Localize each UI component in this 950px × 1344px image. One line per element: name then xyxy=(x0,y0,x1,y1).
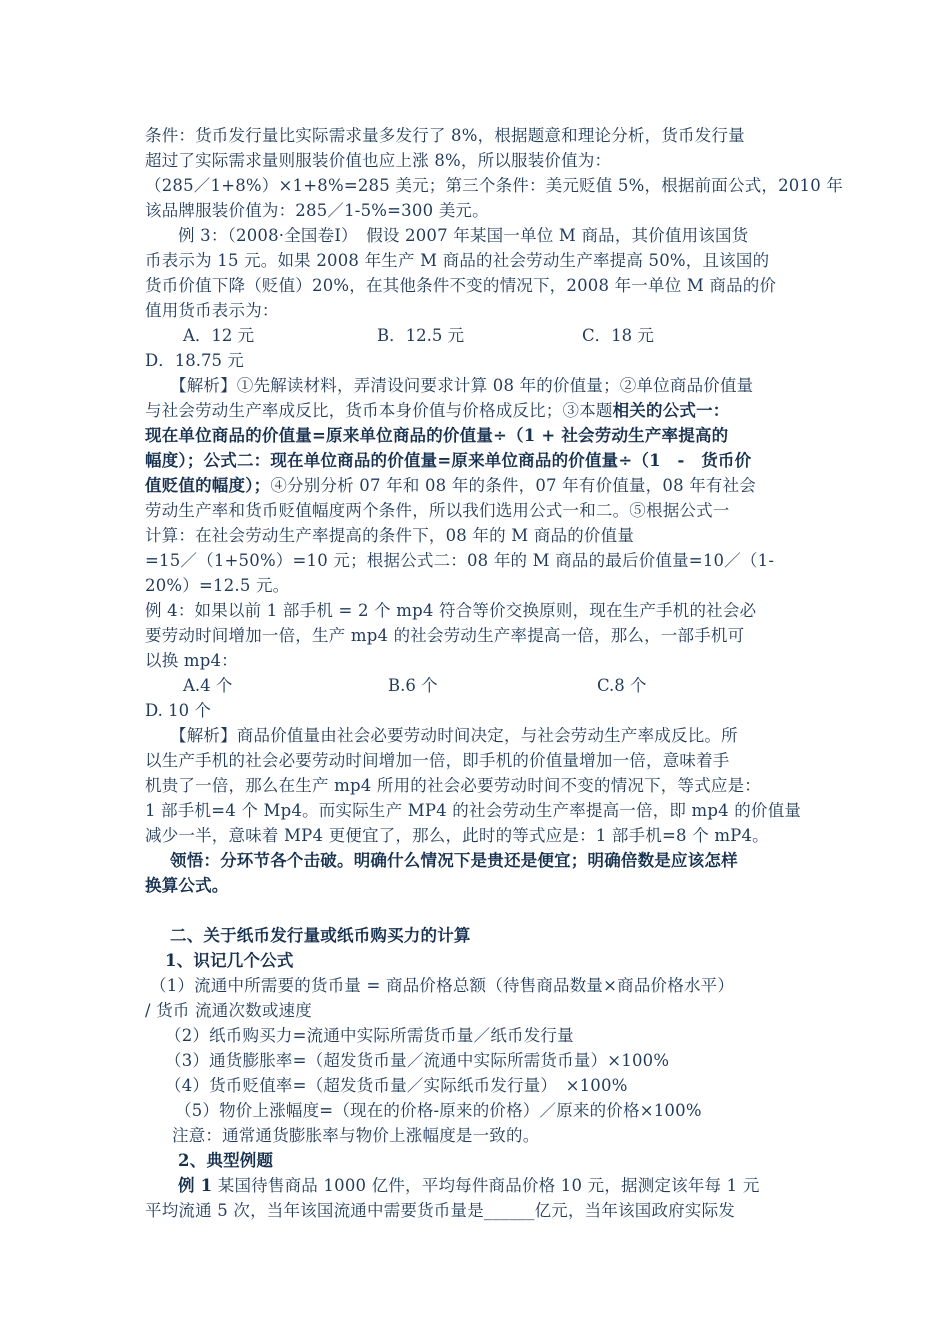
option-d: D．18.75 元 xyxy=(145,351,244,370)
formula-line: （4）货币贬值率=（超发货币量／实际纸币发行量） ×100% xyxy=(165,1076,628,1095)
analysis-text: 与社会劳动生产率成反比，货币本身价值与价格成反比；③本题 xyxy=(145,401,613,420)
text-line: 该品牌服装价值为：285／1-5%=300 美元。 xyxy=(145,201,489,220)
option-a: A．12 元 xyxy=(183,326,255,345)
analysis-text: ④分别分析 07 年和 08 年的条件，07 年有价值量，08 年有社会 xyxy=(270,476,757,495)
note-line: 注意：通常通货膨胀率与物价上涨幅度是一致的。 xyxy=(172,1126,540,1145)
text-line: 货币价值下降（贬值）20%，在其他条件不变的情况下，2008 年一单位 M 商品的价 xyxy=(145,276,777,295)
insight-line: 换算公式。 xyxy=(145,876,229,895)
analysis-line: 20%）=12.5 元。 xyxy=(145,576,290,595)
option-d: D. 10 个 xyxy=(145,701,211,720)
insight-line: 领悟：分环节各个击破。明确什么情况下是贵还是便宜；明确倍数是应该怎样 xyxy=(170,851,738,870)
analysis-line: 机贵了一倍，那么在生产 mp4 所用的社会必要劳动时间不变的情况下，等式应是： xyxy=(145,776,761,795)
example-4-heading: 例 4：如果以前 1 部手机 = 2 个 mp4 符合等价交换原则，现在生产手机的社会必 xyxy=(145,601,757,620)
option-c: C．18 元 xyxy=(582,326,654,345)
text-line: 币表示为 15 元。如果 2008 年生产 M 商品的社会劳动生产率提高 50%，且该国的 xyxy=(145,251,770,270)
analysis-line xyxy=(145,399,730,423)
formula-highlight: 幅度）；公式二：现在单位商品的价值量=原来单位商品的价值量÷（1 - 货币价 xyxy=(145,451,752,470)
option-a: A.4 个 xyxy=(183,676,233,695)
formula-highlight: 现在单位商品的价值量=原来单位商品的价值量÷（1 + 社会劳动生产率提高的 xyxy=(145,426,729,445)
analysis-line xyxy=(145,474,756,498)
text-line: 超过了实际需求量则服装价值也应上涨 8%，所以服装价值为： xyxy=(145,151,612,170)
analysis-line: 减少一半，意味着 MP4 更便宜了，那么，此时的等式应是：1 部手机=8 个 mP4。 xyxy=(145,826,769,845)
formula-line: （5）物价上涨幅度=（现在的价格-原来的价格）／原来的价格×100% xyxy=(175,1101,702,1120)
analysis-line: =15／（1+50%）=10 元；根据公式二：08 年的 M 商品的最后价值量=10／（1- xyxy=(145,551,775,570)
text-line: 条件：货币发行量比实际需求量多发行了 8%，根据题意和理论分析，货币发行量 xyxy=(145,126,745,145)
formula-line: （2）纸币购买力=流通中实际所需货币量／纸币发行量 xyxy=(165,1026,574,1045)
analysis-line: 计算：在社会劳动生产率提高的条件下，08 年的 M 商品的价值量 xyxy=(145,526,635,545)
example-1-line: 平均流通 5 次，当年该国流通中需要货币量是______亿元，当年该国政府实际发 xyxy=(145,1201,735,1220)
example-text: 某国待售商品 1000 亿件，平均每件商品价格 10 元，据测定该年每 1 元 xyxy=(212,1176,760,1195)
formula-line: （3）通货膨胀率=（超发货币量／流通中实际所需货币量）×100% xyxy=(165,1051,670,1070)
text-line: 要劳动时间增加一倍，生产 mp4 的社会劳动生产率提高一倍，那么，一部手机可 xyxy=(145,626,745,645)
analysis-line: 1 部手机=4 个 Mp4。而实际生产 MP4 的社会劳动生产率提高一倍，即 mp4 的价值量 xyxy=(145,801,802,820)
analysis-line: 以生产手机的社会必要劳动时间增加一倍，即手机的价值量增加一倍，意味着手 xyxy=(145,751,730,770)
text-line: （285／1+8%）×1+8%=285 美元；第三个条件：美元贬值 5%，根据前面公式，2010 年 xyxy=(145,176,844,195)
example-3-heading: 例 3：（2008·全国卷Ⅰ） 假设 2007 年某国一单位 M 商品，其价值用该国货 xyxy=(178,226,749,245)
example-1-line xyxy=(178,1174,760,1198)
analysis-line: 劳动生产率和货币贬值幅度两个条件，所以我们选用公式一和二。⑤根据公式一 xyxy=(145,501,730,520)
subsection-title: 1、识记几个公式 xyxy=(165,951,294,970)
analysis-line: 【解析】商品价值量由社会必要劳动时间决定，与社会劳动生产率成反比。所 xyxy=(170,726,738,745)
option-b: B.6 个 xyxy=(388,676,438,695)
formula-line: / 货币 流通次数或速度 xyxy=(145,1001,312,1020)
example-label: 例 1 xyxy=(178,1176,213,1195)
formula-highlight: 相关的公式一： xyxy=(612,401,730,420)
subsection-title: 2、典型例题 xyxy=(178,1151,274,1170)
analysis-line: 【解析】①先解读材料，弄清设问要求计算 08 年的价值量；②单位商品价值量 xyxy=(170,376,754,395)
section-title: 二、关于纸币发行量或纸币购买力的计算 xyxy=(170,926,471,945)
text-line: 值用货币表示为： xyxy=(145,301,279,320)
formula-highlight: 值贬值的幅度）； xyxy=(145,476,271,495)
formula-line: （1）流通中所需要的货币量 = 商品价格总额（待售商品数量×商品价格水平） xyxy=(150,976,735,995)
option-c: C.8 个 xyxy=(597,676,647,695)
text-line: 以换 mp4： xyxy=(145,651,238,670)
option-b: B．12.5 元 xyxy=(377,326,465,345)
